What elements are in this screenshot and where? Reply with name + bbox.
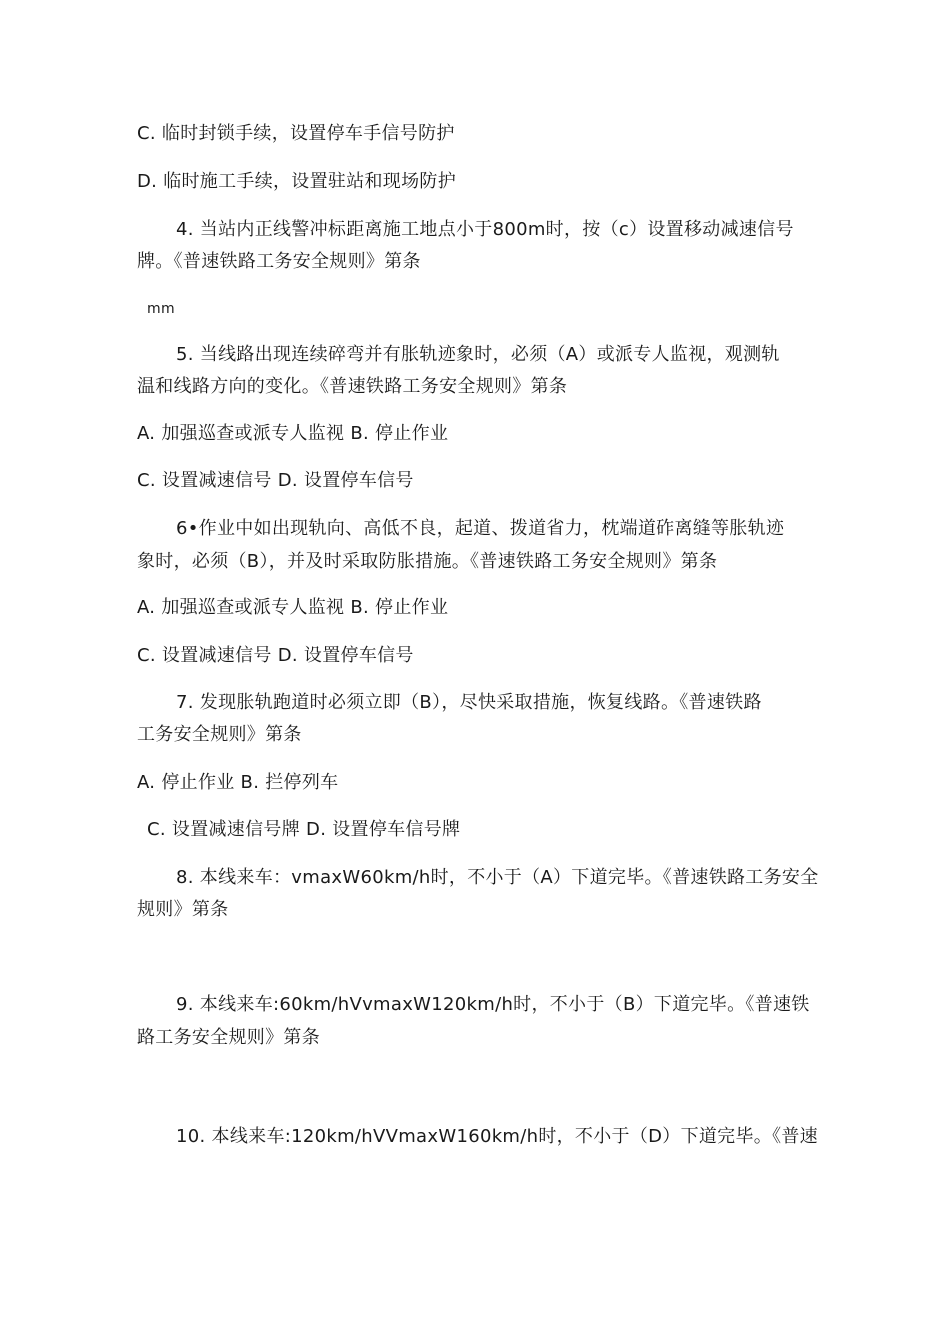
question-4-line-1: 4. 当站内正线警冲标距离施工地点小于800m时，按（c）设置移动减速信号: [176, 219, 794, 240]
options-ab-q5: A. 加强巡查或派专人监视 B. 停止作业: [137, 423, 449, 444]
question-10-line-1: 10. 本线来车:120km/hVVmaxW160km/h时，不小于（D）下道完毕。《普速: [176, 1126, 818, 1147]
question-8-line-1: 8. 本线来车：vmaxW60km/h时，不小于（A）下道完毕。《普速铁路工务安全: [176, 867, 819, 888]
option-d-q3: D. 临时施工手续，设置驻站和现场防护: [137, 171, 457, 192]
options-cd-q5: C. 设置减速信号 D. 设置停车信号: [137, 470, 414, 491]
question-6-line-1: 6•作业中如出现轨向、高低不良，起道、拨道省力，枕端道砟离缝等胀轨迹: [176, 518, 785, 539]
question-8-line-2: 规则》第条: [137, 899, 229, 920]
options-cd-q6: C. 设置减速信号 D. 设置停车信号: [137, 645, 414, 666]
question-9-line-2: 路工务安全规则》第条: [137, 1027, 320, 1048]
question-5-line-2: 温和线路方向的变化。《普速铁路工务安全规则》第条: [137, 376, 568, 397]
question-4-line-2: 牌。《普速铁路工务安全规则》第条: [137, 251, 421, 272]
question-5-line-1: 5. 当线路出现连续碎弯并有胀轨迹象时，必须（A）或派专人监视，观测轨: [176, 344, 780, 365]
question-6-line-2: 象时，必须（B），并及时采取防胀措施。《普速铁路工务安全规则》第条: [137, 551, 718, 572]
option-c-q3: C. 临时封锁手续，设置停车手信号防护: [137, 123, 455, 144]
options-cd-q7: C. 设置减速信号牌 D. 设置停车信号牌: [147, 819, 461, 840]
question-7-line-1: 7. 发现胀轨跑道时必须立即（B），尽快采取措施，恢复线路。《普速铁路: [176, 692, 762, 713]
stray-text-mm: mm: [147, 301, 175, 317]
options-ab-q7: A. 停止作业 B. 拦停列车: [137, 772, 339, 793]
options-ab-q6: A. 加强巡查或派专人监视 B. 停止作业: [137, 597, 449, 618]
question-9-line-1: 9. 本线来车:60km/hVvmaxW120km/h时，不小于（B）下道完毕。《普速铁: [176, 994, 810, 1015]
question-7-line-2: 工务安全规则》第条: [137, 724, 302, 745]
